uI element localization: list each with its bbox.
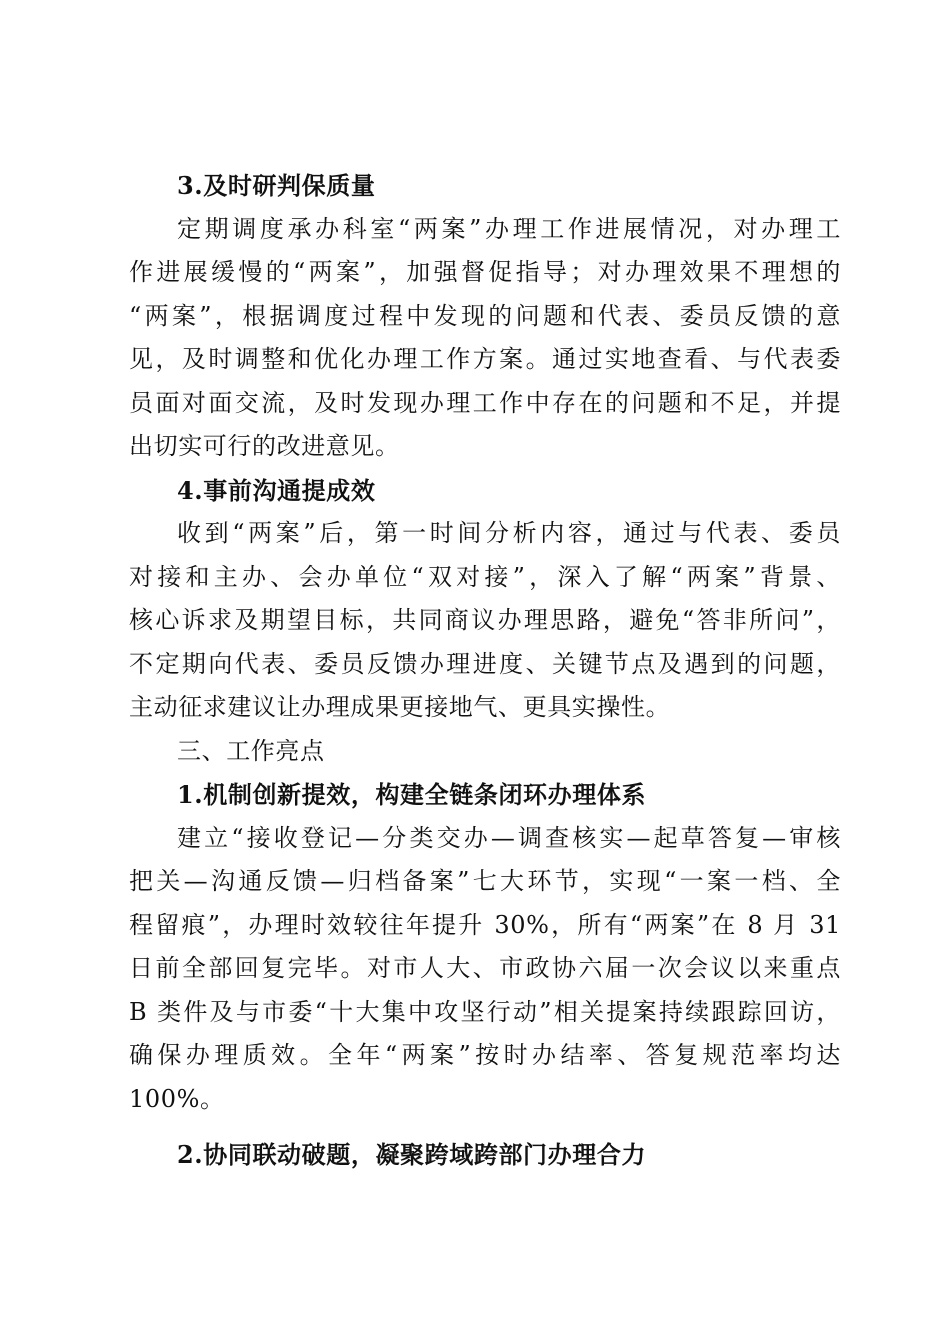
highlight-heading: 1.机制创新提效，构建全链条闭环办理体系 <box>177 780 647 809</box>
paragraph-line: 定期调度承办科室“两案”办理工作进展情况，对办理工 <box>177 214 841 243</box>
paragraph-line: 员面对面交流，及时发现办理工作中存在的问题和不足，并提 <box>129 388 841 417</box>
paragraph-line: “两案”，根据调度过程中发现的问题和代表、委员反馈的意 <box>129 301 841 330</box>
paragraph-line: 见，及时调整和优化办理工作方案。通过实地查看、与代表委 <box>129 345 841 373</box>
paragraph-line: 100%。 <box>129 1084 225 1113</box>
paragraph-gap <box>129 1121 841 1133</box>
document-body <box>129 164 841 1177</box>
paragraph-line: 收到“两案”后，第一时间分析内容，通过与代表、委员 <box>177 519 841 547</box>
section-heading: 4.事前沟通提成效 <box>177 475 376 505</box>
paragraph-line: B 类件及与市委“十大集中攻坚行动”相关提案持续跟踪回访， <box>129 997 841 1026</box>
section-heading: 3.及时研判保质量 <box>177 171 376 200</box>
paragraph-line: 不定期向代表、委员反馈办理进度、关键节点及遇到的问题， <box>129 649 841 678</box>
paragraph-line: 核心诉求及期望目标，共同商议办理思路，避免“答非所问”， <box>129 606 841 634</box>
paragraph-line: 程留痕”，办理时效较往年提升 30%，所有“两案”在 8 月 31 <box>129 910 841 939</box>
paragraph-line: 把关—沟通反馈—归档备案”七大环节，实现“一案一档、全 <box>129 867 841 895</box>
paragraph-line: 作进展缓慢的“两案”，加强督促指导；对办理效果不理想的 <box>129 258 841 286</box>
paragraph-line: 主动征求建议让办理成果更接地气、更具实操性。 <box>129 693 671 721</box>
highlight-heading: 2.协同联动破题，凝聚跨域跨部门办理合力 <box>177 1140 647 1169</box>
paragraph-line: 日前全部回复完毕。对市人大、市政协六届一次会议以来重点 <box>129 954 841 982</box>
paragraph-line: 建立“接收登记—分类交办—调查核实—起草答复—审核 <box>177 823 841 852</box>
paragraph-line: 对接和主办、会办单位“双对接”，深入了解“两案”背景、 <box>129 562 841 591</box>
paragraph-line: 出切实可行的改进意见。 <box>129 432 400 460</box>
part-heading: 三、工作亮点 <box>177 736 325 765</box>
paragraph-line: 确保办理质效。全年“两案”按时办结率、答复规范率均达 <box>129 1041 841 1069</box>
